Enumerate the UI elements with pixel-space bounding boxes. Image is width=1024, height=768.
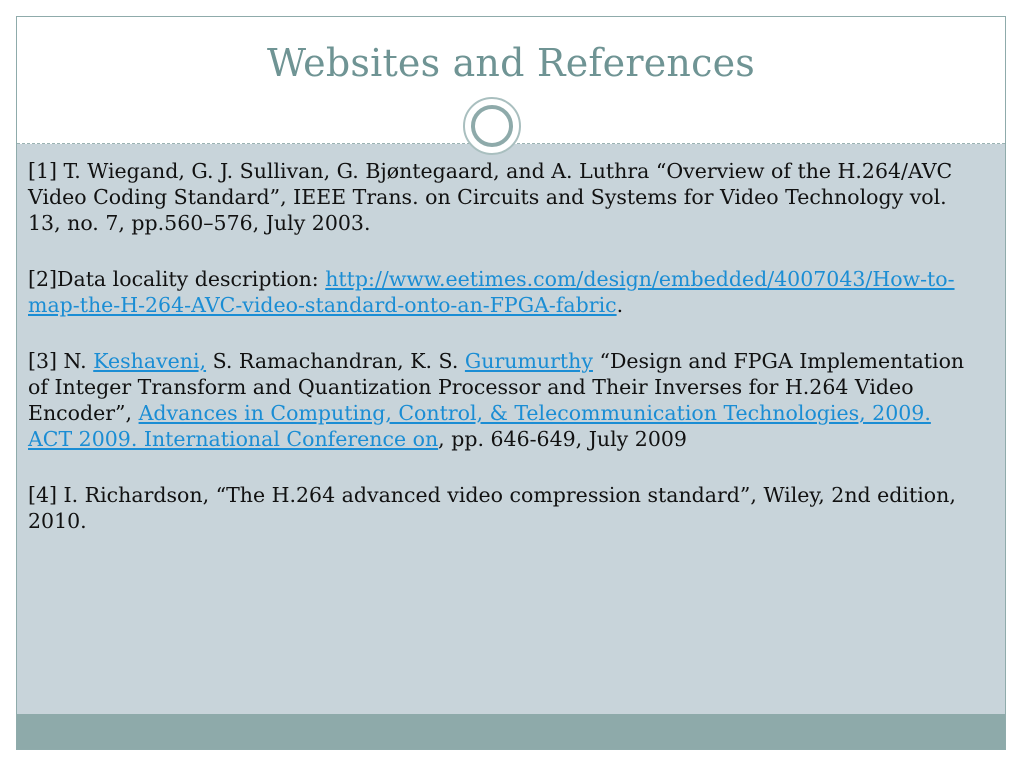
reference-3-part2: S. Ramachandran, K. S.	[206, 349, 465, 373]
reference-2-suffix: .	[616, 293, 624, 317]
author-link-gurumurthy[interactable]: Gurumurthy	[464, 349, 593, 373]
author-link-keshaveni[interactable]: Keshaveni,	[93, 349, 207, 373]
reference-2-prefix: [2]Data locality description:	[28, 267, 326, 291]
reference-3-part4: , pp. 646-649, July 2009	[438, 427, 687, 451]
reference-4	[28, 482, 968, 534]
reference-3-part3: “Design and FPGA Implementation of Integer Transform and Quantization Processor and Their Inverses for H.264 Video Encoder”,	[28, 349, 965, 425]
reference-2-link[interactable]: http://www.eetimes.com/design/embedded/4007043/How-to-map-the-H-264-AVC-video-standard-onto-an-FPGA-fabric	[28, 267, 955, 317]
reference-1	[28, 158, 968, 236]
footer-bar	[17, 714, 1005, 749]
reference-list	[28, 158, 968, 564]
reference-4-text: [4] I. Richardson, “The H.264 advanced video compression standard”, Wiley, 2nd edition, 2010.	[28, 483, 956, 533]
reference-2	[28, 266, 968, 318]
reference-3-part1: [3] N.	[28, 349, 94, 373]
circle-ornament-icon	[463, 97, 521, 155]
venue-link[interactable]: Advances in Computing, Control, & Telecommunication Technologies, 2009. ACT 2009. International Conference on	[28, 401, 931, 451]
slide-title: Websites and References	[267, 41, 755, 85]
reference-1-text: [1] T. Wiegand, G. J. Sullivan, G. Bjøntegaard, and A. Luthra “Overview of the H.264/AVC Video Coding Standard”, IEEE Trans. on Circuits and Systems for Video Technology vol. 13, no. 7, pp.560–576, July 2003.	[28, 159, 953, 235]
reference-3	[28, 348, 968, 452]
inner-ring	[471, 105, 513, 147]
